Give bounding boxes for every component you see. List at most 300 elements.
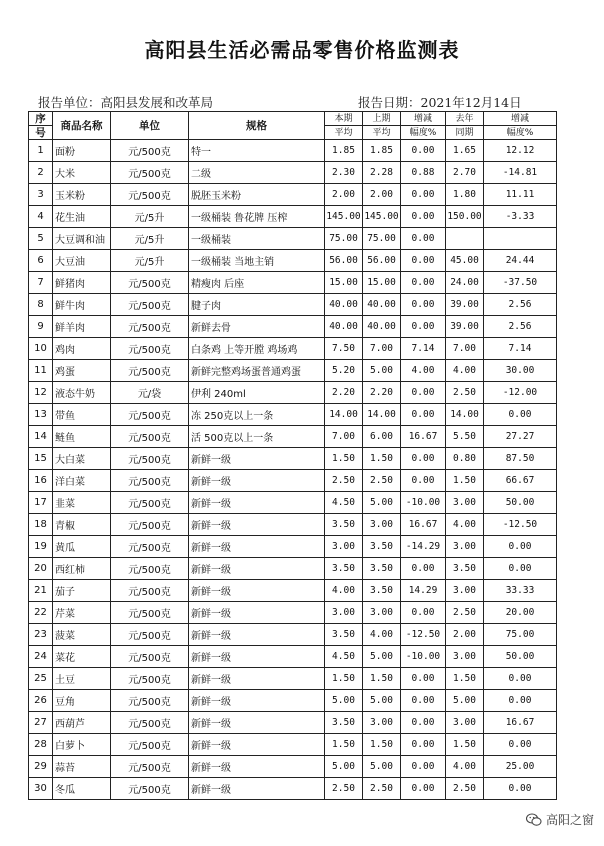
cell-change-pct: 0.00	[401, 382, 446, 404]
header-yoy-top: 增减	[484, 112, 557, 126]
cell-previous-avg: 56.00	[363, 250, 401, 272]
cell-yoy-pct: 0.00	[484, 778, 557, 800]
cell-last-year: 3.50	[446, 558, 484, 580]
cell-previous-avg: 3.50	[363, 558, 401, 580]
cell-seq: 13	[29, 404, 53, 426]
cell-name: 西红柿	[53, 558, 111, 580]
watermark-text: 高阳之窗	[545, 813, 594, 827]
cell-previous-avg: 1.50	[363, 448, 401, 470]
header-last-year-bottom: 同期	[446, 126, 484, 140]
cell-yoy-pct: 0.00	[484, 734, 557, 756]
table-row	[29, 360, 557, 382]
cell-change-pct: 0.88	[401, 162, 446, 184]
cell-unit: 元/500克	[111, 734, 189, 756]
cell-name: 液态牛奶	[53, 382, 111, 404]
cell-change-pct: 0.00	[401, 712, 446, 734]
cell-previous-avg: 3.00	[363, 712, 401, 734]
cell-change-pct: 16.67	[401, 426, 446, 448]
cell-seq: 4	[29, 206, 53, 228]
cell-last-year: 0.80	[446, 448, 484, 470]
cell-name: 韭菜	[53, 492, 111, 514]
cell-spec: 新鲜一级	[189, 734, 325, 756]
header-last-year-top: 去年	[446, 112, 484, 126]
cell-last-year	[446, 228, 484, 250]
cell-yoy-pct: 50.00	[484, 492, 557, 514]
cell-name: 鲜猪肉	[53, 272, 111, 294]
cell-yoy-pct: 87.50	[484, 448, 557, 470]
cell-seq: 30	[29, 778, 53, 800]
table-row	[29, 778, 557, 800]
cell-yoy-pct: 2.56	[484, 294, 557, 316]
cell-yoy-pct: 12.12	[484, 140, 557, 162]
header-seq-top: 序	[29, 112, 53, 126]
cell-spec: 新鲜一级	[189, 646, 325, 668]
cell-unit: 元/500克	[111, 184, 189, 206]
price-table	[28, 111, 557, 800]
cell-change-pct: 0.00	[401, 558, 446, 580]
cell-previous-avg: 1.50	[363, 668, 401, 690]
cell-last-year: 1.50	[446, 668, 484, 690]
cell-unit: 元/500克	[111, 294, 189, 316]
cell-last-year: 2.50	[446, 602, 484, 624]
cell-current-avg: 4.00	[325, 580, 363, 602]
cell-previous-avg: 2.28	[363, 162, 401, 184]
cell-previous-avg: 2.50	[363, 470, 401, 492]
cell-change-pct: 0.00	[401, 734, 446, 756]
cell-seq: 6	[29, 250, 53, 272]
cell-previous-avg: 3.50	[363, 580, 401, 602]
cell-name: 大豆油	[53, 250, 111, 272]
cell-spec: 新鲜一级	[189, 602, 325, 624]
cell-current-avg: 1.85	[325, 140, 363, 162]
table-row	[29, 668, 557, 690]
cell-yoy-pct: 50.00	[484, 646, 557, 668]
report-unit: 报告单位：高阳县发展和改革局	[38, 95, 214, 110]
wechat-icon	[526, 813, 542, 827]
cell-change-pct: 0.00	[401, 228, 446, 250]
cell-previous-avg: 2.50	[363, 778, 401, 800]
cell-name: 菜花	[53, 646, 111, 668]
cell-last-year: 1.65	[446, 140, 484, 162]
cell-seq: 15	[29, 448, 53, 470]
cell-spec: 新鲜一级	[189, 756, 325, 778]
cell-current-avg: 56.00	[325, 250, 363, 272]
cell-seq: 17	[29, 492, 53, 514]
table-row	[29, 646, 557, 668]
table-row	[29, 558, 557, 580]
cell-yoy-pct: 20.00	[484, 602, 557, 624]
cell-spec: 腱子肉	[189, 294, 325, 316]
cell-unit: 元/500克	[111, 558, 189, 580]
cell-current-avg: 3.50	[325, 558, 363, 580]
table-row	[29, 602, 557, 624]
cell-yoy-pct: 16.67	[484, 712, 557, 734]
cell-spec: 新鲜一级	[189, 778, 325, 800]
cell-current-avg: 14.00	[325, 404, 363, 426]
cell-unit: 元/500克	[111, 668, 189, 690]
cell-name: 鸡肉	[53, 338, 111, 360]
table-row	[29, 228, 557, 250]
cell-yoy-pct: -12.00	[484, 382, 557, 404]
cell-seq: 5	[29, 228, 53, 250]
cell-spec: 二级	[189, 162, 325, 184]
cell-previous-avg: 6.00	[363, 426, 401, 448]
cell-yoy-pct: -12.50	[484, 514, 557, 536]
cell-unit: 元/500克	[111, 492, 189, 514]
cell-name: 白萝卜	[53, 734, 111, 756]
cell-current-avg: 1.50	[325, 668, 363, 690]
cell-previous-avg: 3.00	[363, 602, 401, 624]
cell-change-pct: -12.50	[401, 624, 446, 646]
cell-current-avg: 4.50	[325, 646, 363, 668]
table-row	[29, 140, 557, 162]
table-row	[29, 624, 557, 646]
cell-name: 鲢鱼	[53, 426, 111, 448]
cell-change-pct: 0.00	[401, 756, 446, 778]
cell-change-pct: -10.00	[401, 492, 446, 514]
table-row	[29, 250, 557, 272]
header-name: 商品名称	[53, 112, 111, 140]
cell-unit: 元/5升	[111, 228, 189, 250]
cell-spec: 新鲜一级	[189, 514, 325, 536]
cell-spec: 新鲜一级	[189, 536, 325, 558]
cell-spec: 新鲜一级	[189, 448, 325, 470]
cell-name: 豆角	[53, 690, 111, 712]
cell-change-pct: 0.00	[401, 250, 446, 272]
header-previous-bottom: 平均	[363, 126, 401, 140]
cell-last-year: 4.00	[446, 360, 484, 382]
page-title: 高阳县生活必需品零售价格监测表	[144, 38, 460, 62]
cell-previous-avg: 4.00	[363, 624, 401, 646]
cell-yoy-pct: 25.00	[484, 756, 557, 778]
cell-name: 土豆	[53, 668, 111, 690]
cell-spec: 一级桶装	[189, 228, 325, 250]
cell-last-year: 4.00	[446, 514, 484, 536]
cell-yoy-pct: -37.50	[484, 272, 557, 294]
cell-name: 青椒	[53, 514, 111, 536]
cell-seq: 28	[29, 734, 53, 756]
cell-spec: 新鲜一级	[189, 668, 325, 690]
cell-spec: 新鲜去骨	[189, 316, 325, 338]
cell-yoy-pct: 7.14	[484, 338, 557, 360]
cell-yoy-pct: -14.81	[484, 162, 557, 184]
cell-last-year: 2.50	[446, 382, 484, 404]
cell-last-year: 5.50	[446, 426, 484, 448]
cell-current-avg: 3.50	[325, 514, 363, 536]
cell-current-avg: 2.50	[325, 470, 363, 492]
cell-yoy-pct: 0.00	[484, 558, 557, 580]
cell-unit: 元/500克	[111, 712, 189, 734]
cell-change-pct: 0.00	[401, 316, 446, 338]
cell-seq: 12	[29, 382, 53, 404]
cell-unit: 元/5升	[111, 206, 189, 228]
cell-unit: 元/500克	[111, 316, 189, 338]
cell-current-avg: 2.30	[325, 162, 363, 184]
cell-last-year: 3.00	[446, 536, 484, 558]
cell-previous-avg: 145.00	[363, 206, 401, 228]
cell-yoy-pct: 75.00	[484, 624, 557, 646]
cell-last-year: 7.00	[446, 338, 484, 360]
cell-unit: 元/500克	[111, 514, 189, 536]
cell-previous-avg: 5.00	[363, 646, 401, 668]
cell-spec: 活 500克以上一条	[189, 426, 325, 448]
cell-current-avg: 75.00	[325, 228, 363, 250]
cell-last-year: 150.00	[446, 206, 484, 228]
cell-spec: 伊利 240ml	[189, 382, 325, 404]
table-row	[29, 492, 557, 514]
cell-name: 大豆调和油	[53, 228, 111, 250]
cell-name: 玉米粉	[53, 184, 111, 206]
cell-change-pct: 0.00	[401, 206, 446, 228]
cell-current-avg: 1.50	[325, 448, 363, 470]
cell-seq: 24	[29, 646, 53, 668]
cell-previous-avg: 1.85	[363, 140, 401, 162]
cell-last-year: 1.50	[446, 734, 484, 756]
cell-previous-avg: 1.50	[363, 734, 401, 756]
cell-last-year: 3.00	[446, 580, 484, 602]
table-row	[29, 470, 557, 492]
cell-name: 洋白菜	[53, 470, 111, 492]
cell-seq: 3	[29, 184, 53, 206]
cell-unit: 元/500克	[111, 426, 189, 448]
cell-unit: 元/500克	[111, 448, 189, 470]
cell-last-year: 2.50	[446, 778, 484, 800]
cell-current-avg: 3.50	[325, 712, 363, 734]
cell-last-year: 1.50	[446, 470, 484, 492]
table-row	[29, 514, 557, 536]
table-row	[29, 690, 557, 712]
cell-unit: 元/袋	[111, 382, 189, 404]
cell-yoy-pct: 0.00	[484, 668, 557, 690]
table-row	[29, 712, 557, 734]
header-yoy-bottom: 幅度%	[484, 126, 557, 140]
cell-change-pct: 0.00	[401, 602, 446, 624]
cell-spec: 精瘦肉 后座	[189, 272, 325, 294]
cell-seq: 1	[29, 140, 53, 162]
cell-yoy-pct: 27.27	[484, 426, 557, 448]
cell-current-avg: 5.00	[325, 756, 363, 778]
cell-unit: 元/500克	[111, 404, 189, 426]
cell-last-year: 3.00	[446, 492, 484, 514]
cell-unit: 元/500克	[111, 338, 189, 360]
cell-current-avg: 3.50	[325, 624, 363, 646]
cell-seq: 16	[29, 470, 53, 492]
cell-unit: 元/500克	[111, 140, 189, 162]
cell-spec: 冻 250克以上一条	[189, 404, 325, 426]
cell-last-year: 45.00	[446, 250, 484, 272]
cell-current-avg: 5.00	[325, 690, 363, 712]
cell-previous-avg: 15.00	[363, 272, 401, 294]
cell-unit: 元/500克	[111, 778, 189, 800]
cell-change-pct: 0.00	[401, 778, 446, 800]
cell-last-year: 39.00	[446, 316, 484, 338]
cell-spec: 新鲜一级	[189, 492, 325, 514]
table-row	[29, 184, 557, 206]
cell-unit: 元/500克	[111, 272, 189, 294]
table-row	[29, 580, 557, 602]
cell-previous-avg: 3.00	[363, 514, 401, 536]
cell-seq: 2	[29, 162, 53, 184]
cell-unit: 元/500克	[111, 162, 189, 184]
cell-name: 大米	[53, 162, 111, 184]
cell-spec: 脱胚玉米粉	[189, 184, 325, 206]
cell-current-avg: 40.00	[325, 316, 363, 338]
cell-spec: 新鲜一级	[189, 712, 325, 734]
cell-last-year: 24.00	[446, 272, 484, 294]
cell-name: 蒜苔	[53, 756, 111, 778]
cell-name: 鲜羊肉	[53, 316, 111, 338]
report-date: 报告日期：2021年12月14日	[358, 95, 522, 110]
table-row	[29, 404, 557, 426]
cell-unit: 元/5升	[111, 250, 189, 272]
cell-name: 冬瓜	[53, 778, 111, 800]
cell-unit: 元/500克	[111, 536, 189, 558]
table-row	[29, 272, 557, 294]
cell-unit: 元/500克	[111, 624, 189, 646]
cell-yoy-pct: 66.67	[484, 470, 557, 492]
table-row	[29, 426, 557, 448]
cell-previous-avg: 5.00	[363, 492, 401, 514]
cell-name: 大白菜	[53, 448, 111, 470]
cell-spec: 新鲜一级	[189, 580, 325, 602]
cell-change-pct: 16.67	[401, 514, 446, 536]
cell-change-pct: -10.00	[401, 646, 446, 668]
cell-change-pct: 0.00	[401, 404, 446, 426]
header-change-bottom: 幅度%	[401, 126, 446, 140]
table-row	[29, 382, 557, 404]
cell-last-year: 2.70	[446, 162, 484, 184]
table-row	[29, 734, 557, 756]
cell-name: 鸡蛋	[53, 360, 111, 382]
table-row	[29, 448, 557, 470]
cell-seq: 29	[29, 756, 53, 778]
table-row	[29, 338, 557, 360]
cell-change-pct: 0.00	[401, 294, 446, 316]
cell-name: 茄子	[53, 580, 111, 602]
cell-seq: 7	[29, 272, 53, 294]
cell-spec: 白条鸡 上等开膛 鸡场鸡	[189, 338, 325, 360]
cell-seq: 20	[29, 558, 53, 580]
cell-seq: 26	[29, 690, 53, 712]
cell-spec: 新鲜一级	[189, 558, 325, 580]
table-row	[29, 756, 557, 778]
cell-seq: 9	[29, 316, 53, 338]
cell-yoy-pct: 2.56	[484, 316, 557, 338]
cell-current-avg: 2.00	[325, 184, 363, 206]
cell-last-year: 1.80	[446, 184, 484, 206]
header-previous-top: 上期	[363, 112, 401, 126]
cell-change-pct: 7.14	[401, 338, 446, 360]
cell-spec: 新鲜一级	[189, 690, 325, 712]
cell-seq: 10	[29, 338, 53, 360]
cell-current-avg: 3.00	[325, 602, 363, 624]
cell-last-year: 14.00	[446, 404, 484, 426]
cell-current-avg: 3.00	[325, 536, 363, 558]
cell-unit: 元/500克	[111, 580, 189, 602]
cell-unit: 元/500克	[111, 602, 189, 624]
cell-previous-avg: 5.00	[363, 360, 401, 382]
cell-current-avg: 7.00	[325, 426, 363, 448]
cell-name: 芹菜	[53, 602, 111, 624]
cell-spec: 特一	[189, 140, 325, 162]
cell-unit: 元/500克	[111, 646, 189, 668]
cell-seq: 11	[29, 360, 53, 382]
cell-change-pct: 0.00	[401, 184, 446, 206]
header-spec: 规格	[189, 112, 325, 140]
cell-name: 菠菜	[53, 624, 111, 646]
cell-change-pct: 0.00	[401, 272, 446, 294]
cell-current-avg: 15.00	[325, 272, 363, 294]
cell-previous-avg: 2.20	[363, 382, 401, 404]
cell-spec: 一级桶装 当地主销	[189, 250, 325, 272]
cell-seq: 18	[29, 514, 53, 536]
cell-last-year: 4.00	[446, 756, 484, 778]
cell-seq: 21	[29, 580, 53, 602]
cell-last-year: 3.00	[446, 712, 484, 734]
header-change-top: 增减	[401, 112, 446, 126]
header-unit: 单位	[111, 112, 189, 140]
cell-seq: 19	[29, 536, 53, 558]
cell-change-pct: -14.29	[401, 536, 446, 558]
cell-current-avg: 40.00	[325, 294, 363, 316]
cell-yoy-pct: 33.33	[484, 580, 557, 602]
table-row	[29, 536, 557, 558]
cell-seq: 25	[29, 668, 53, 690]
cell-previous-avg: 14.00	[363, 404, 401, 426]
cell-yoy-pct: 11.11	[484, 184, 557, 206]
cell-name: 花生油	[53, 206, 111, 228]
table-row	[29, 294, 557, 316]
cell-name: 带鱼	[53, 404, 111, 426]
cell-previous-avg: 40.00	[363, 294, 401, 316]
cell-name: 西葫芦	[53, 712, 111, 734]
cell-last-year: 5.00	[446, 690, 484, 712]
cell-change-pct: 4.00	[401, 360, 446, 382]
cell-last-year: 3.00	[446, 646, 484, 668]
cell-previous-avg: 2.00	[363, 184, 401, 206]
cell-previous-avg: 40.00	[363, 316, 401, 338]
cell-spec: 新鲜完整鸡场蛋普通鸡蛋	[189, 360, 325, 382]
cell-previous-avg: 5.00	[363, 756, 401, 778]
cell-seq: 8	[29, 294, 53, 316]
watermark	[526, 811, 594, 828]
cell-previous-avg: 5.00	[363, 690, 401, 712]
cell-last-year: 39.00	[446, 294, 484, 316]
cell-yoy-pct: 0.00	[484, 690, 557, 712]
cell-unit: 元/500克	[111, 470, 189, 492]
cell-change-pct: 0.00	[401, 448, 446, 470]
cell-seq: 22	[29, 602, 53, 624]
header-current-bottom: 平均	[325, 126, 363, 140]
cell-spec: 一级桶装 鲁花牌 压榨	[189, 206, 325, 228]
cell-change-pct: 0.00	[401, 668, 446, 690]
cell-change-pct: 14.29	[401, 580, 446, 602]
cell-yoy-pct: 24.44	[484, 250, 557, 272]
cell-spec: 新鲜一级	[189, 470, 325, 492]
cell-spec: 新鲜一级	[189, 624, 325, 646]
cell-current-avg: 1.50	[325, 734, 363, 756]
cell-previous-avg: 75.00	[363, 228, 401, 250]
cell-unit: 元/500克	[111, 690, 189, 712]
cell-last-year: 2.00	[446, 624, 484, 646]
cell-current-avg: 4.50	[325, 492, 363, 514]
cell-current-avg: 5.20	[325, 360, 363, 382]
header-seq-bottom: 号	[29, 126, 53, 140]
cell-seq: 27	[29, 712, 53, 734]
cell-current-avg: 2.50	[325, 778, 363, 800]
cell-current-avg: 145.00	[325, 206, 363, 228]
cell-name: 黄瓜	[53, 536, 111, 558]
